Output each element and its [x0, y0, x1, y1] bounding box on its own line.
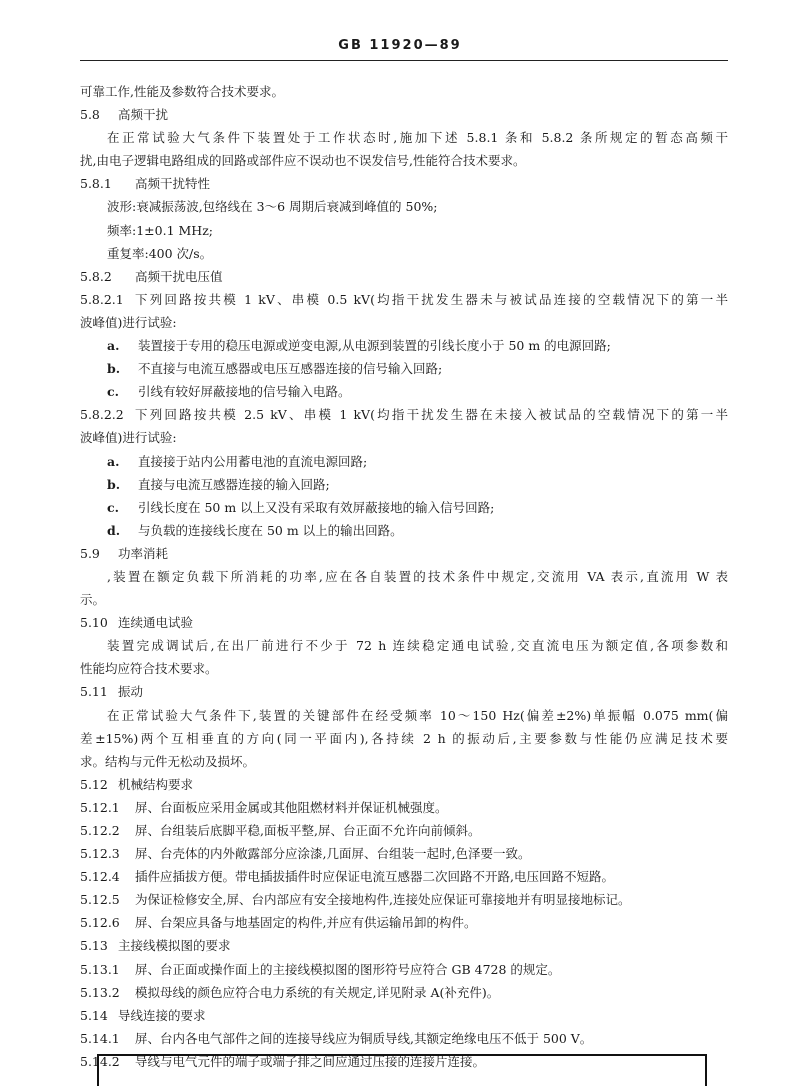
- clause-title: 屏、台正面或操作面上的主接线模拟图的图形符号应符合 GB 4728 的规定。: [135, 961, 561, 977]
- text-line: [0, 242, 800, 265]
- clause-number: 5.12: [80, 776, 108, 792]
- paragraph-text: 在正常试验大气条件下,装置的关键部件在经受频率 10～150 Hz(偏差±2%)单振幅 0.075 mm(偏: [107, 707, 728, 723]
- text-line: [0, 958, 800, 981]
- clause-number: 5.8.2.2: [80, 407, 124, 423]
- paragraph-text: ,装置在额定负载下所消耗的功率,应在各自装置的技术条件中规定,交流用 VA 表示,直流用 W 表: [107, 568, 728, 584]
- text-line: [0, 727, 800, 750]
- paragraph-text: 差±15%)两个互相垂直的方向(同一平面内),各持续 2 h 的振动后,主要参数与性能仍应满足技术要: [80, 730, 728, 746]
- text-line: [0, 565, 800, 588]
- paragraph-text: 求。结构与元件无松动及损坏。: [80, 753, 256, 769]
- list-item-text: 装置接于专用的稳压电源或逆变电源,从电源到装置的引线长度小于 50 m 的电源回路;: [138, 338, 611, 354]
- text-line: [0, 819, 800, 842]
- text-line: [0, 403, 800, 426]
- clause-number: 5.8.1: [80, 176, 112, 192]
- clause-number: 5.10: [80, 615, 108, 631]
- header-rule: [80, 60, 728, 61]
- list-item-text: 直接接于站内公用蓄电池的直流电源回路;: [138, 453, 368, 469]
- clause-title: 屏、台内各电气部件之间的连接导线应为铜质导线,其额定绝缘电压不低于 500 V。: [135, 1030, 593, 1046]
- text-line: [0, 357, 800, 380]
- text-line: [0, 1027, 800, 1050]
- list-marker: c.: [107, 499, 119, 515]
- paragraph-text: 在正常试验大气条件下装置处于工作状态时,施加下述 5.8.1 条和 5.8.2 条所规定的暂态高频干: [107, 130, 728, 146]
- clause-number: 5.9: [80, 545, 100, 561]
- text-line: [0, 265, 800, 288]
- clause-title: 屏、台壳体的内外敞露部分应涂漆,几面屏、台组装一起时,色泽要一致。: [135, 846, 531, 862]
- text-line: [0, 195, 800, 218]
- text-line: [0, 911, 800, 934]
- clause-number: 5.12.2: [80, 823, 120, 838]
- clause-title: 高频干扰特性: [135, 176, 211, 192]
- text-line: [0, 288, 800, 311]
- list-item-text: 直接与电流互感器连接的输入回路;: [138, 476, 330, 492]
- paragraph-text: 装置完成调试后,在出厂前进行不少于 72 h 连续稳定通电试验,交直流电压为额定值,各项参数和: [107, 638, 728, 654]
- text-line: [0, 657, 800, 680]
- text-line: [0, 865, 800, 888]
- clause-number: 5.13.2: [80, 984, 120, 1000]
- paragraph-text: 重复率:400 次/s。: [107, 245, 213, 261]
- clause-title: 屏、台架应具备与地基固定的构件,并应有供运输吊卸的构件。: [135, 915, 477, 931]
- text-line: [0, 103, 800, 126]
- text-line: [0, 704, 800, 727]
- text-line: [0, 634, 800, 657]
- list-marker: c.: [107, 384, 119, 400]
- paragraph-text: 扰,由电子逻辑电路组成的回路或部件应不误动也不误发信号,性能符合技术要求。: [80, 153, 526, 169]
- clause-text: 下列回路按共模 2.5 kV、串模 1 kV(均指干扰发生器在未接入被试品的空载情况下的第一半: [135, 407, 728, 423]
- clause-number: 5.11: [80, 684, 108, 700]
- clause-number: 5.13: [80, 938, 108, 954]
- text-line: [0, 773, 800, 796]
- list-marker: b.: [107, 476, 121, 492]
- text-line: [0, 473, 800, 496]
- clause-number: 5.13.1: [80, 961, 120, 977]
- text-line: [0, 172, 800, 195]
- document-body: [0, 80, 800, 1073]
- text-line: [0, 842, 800, 865]
- paragraph-text: 性能均应符合技术要求。: [80, 661, 218, 677]
- clause-number: 5.14.2: [80, 1053, 120, 1069]
- paragraph-text: 可靠工作,性能及参数符合技术要求。: [80, 84, 284, 99]
- clause-number: 5.12.4: [80, 869, 120, 885]
- clause-number: 5.12.6: [80, 915, 120, 931]
- clause-title: 高频干扰电压值: [135, 268, 223, 284]
- clause-title: 连续通电试验: [118, 615, 194, 631]
- standard-code-header: GB 11920—89: [338, 38, 462, 53]
- text-line: [0, 450, 800, 473]
- paragraph-text: 频率:1±0.1 MHz;: [107, 222, 213, 238]
- clause-number: 5.12.1: [80, 799, 120, 815]
- clause-number: 5.12.5: [80, 892, 120, 908]
- text-line: [0, 680, 800, 703]
- clause-number: 5.12.3: [80, 846, 120, 862]
- list-marker: d.: [107, 522, 121, 538]
- paragraph-text: 波峰值)进行试验:: [80, 314, 177, 330]
- text-line: [0, 981, 800, 1004]
- text-line: [0, 219, 800, 242]
- text-line: [0, 426, 800, 449]
- text-line: [0, 126, 800, 149]
- list-marker: b.: [107, 361, 121, 377]
- clause-number: 5.14.1: [80, 1030, 120, 1046]
- clause-text: 下列回路按共模 1 kV、串模 0.5 kV(均指干扰发生器未与被试品连接的空载情况下的第一半: [135, 291, 728, 307]
- clause-title: 机械结构要求: [118, 776, 194, 792]
- list-item-text: 引线有较好屏蔽接地的信号输入电路。: [138, 384, 351, 400]
- text-line: [0, 542, 800, 565]
- text-line: [0, 311, 800, 334]
- list-item-text: 不直接与电流互感器或电压互感器连接的信号输入回路;: [138, 361, 443, 377]
- list-marker: a.: [107, 453, 120, 469]
- paragraph-text: 波峰值)进行试验:: [80, 430, 177, 446]
- text-line: [0, 1004, 800, 1027]
- text-line: [0, 149, 800, 172]
- clause-number: 5.8: [80, 107, 100, 123]
- text-line: [0, 796, 800, 819]
- paragraph-text: 示。: [80, 592, 106, 608]
- text-line: [0, 588, 800, 611]
- clause-title: 屏、台组装后底脚平稳,面板平整,屏、台正面不允许向前倾斜。: [135, 823, 481, 838]
- text-line: [0, 380, 800, 403]
- text-line: [0, 496, 800, 519]
- clause-title: 导线连接的要求: [118, 1007, 206, 1023]
- clause-title: 模拟母线的颜色应符合电力系统的有关规定,详见附录 A(补充件)。: [135, 984, 500, 1000]
- clause-title: 功率消耗: [118, 545, 169, 561]
- clause-title: 导线与电气元件的端子或端子排之间应通过压接的连接片连接。: [135, 1053, 486, 1069]
- paragraph-text: 波形:衰减振荡波,包络线在 3～6 周期后衰减到峰值的 50%;: [107, 199, 438, 215]
- footer-frame: [97, 1054, 707, 1086]
- clause-number: 5.14: [80, 1007, 108, 1023]
- clause-title: 振动: [118, 684, 144, 700]
- clause-title: 屏、台面板应采用金属或其他阻燃材料并保证机械强度。: [135, 799, 448, 815]
- clause-title: 主接线模拟图的要求: [118, 938, 231, 954]
- text-line: [0, 519, 800, 542]
- clause-title: 插件应插拔方便。带电插拔插件时应保证电流互感器二次回路不开路,电压回路不短路。: [135, 869, 614, 885]
- text-line: [0, 888, 800, 911]
- text-line: [0, 750, 800, 773]
- text-line: [0, 80, 800, 103]
- clause-title: 为保证检修安全,屏、台内部应有安全接地构件,连接处应保证可靠接地并有明显接地标记。: [135, 892, 631, 908]
- clause-number: 5.8.2.1: [80, 291, 124, 307]
- list-marker: a.: [107, 338, 120, 354]
- text-line: [0, 934, 800, 957]
- list-item-text: 引线长度在 50 m 以上又没有采取有效屏蔽接地的输入信号回路;: [138, 499, 495, 515]
- clause-number: 5.8.2: [80, 268, 112, 284]
- text-line: [0, 611, 800, 634]
- clause-title: 高频干扰: [118, 107, 169, 123]
- list-item-text: 与负载的连接线长度在 50 m 以上的输出回路。: [138, 522, 403, 538]
- text-line: [0, 334, 800, 357]
